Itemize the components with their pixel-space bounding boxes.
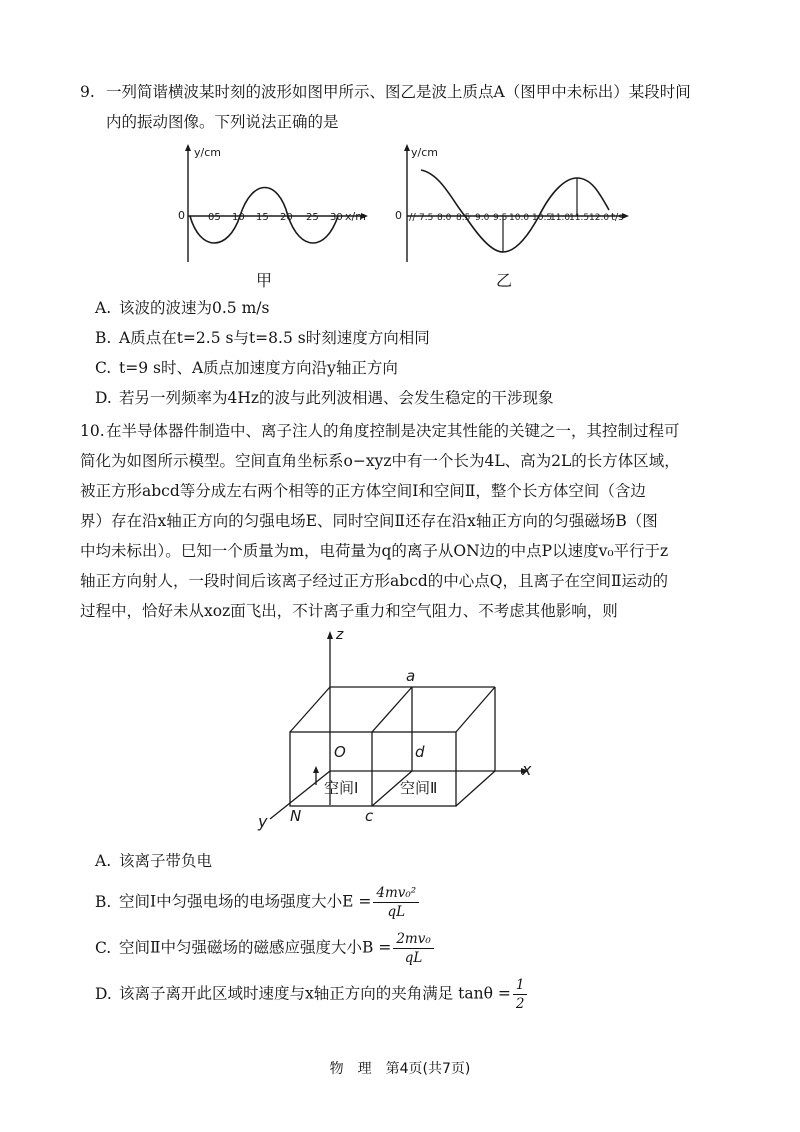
fraction-denominator: qL bbox=[387, 904, 406, 920]
yi-origin: 0 bbox=[395, 209, 402, 222]
point-n-label: N bbox=[290, 807, 302, 825]
option-letter: C. bbox=[95, 938, 112, 957]
point-a-label: a bbox=[406, 667, 416, 685]
fraction-denominator: qL bbox=[404, 950, 423, 966]
q10-option-a[interactable] bbox=[95, 849, 212, 873]
stem-line-4: 界）存在沿x轴正方向的匀强电场E、同时空间Ⅱ还存在沿x轴正方向的匀强磁场B（图 bbox=[80, 512, 658, 530]
q10-option-c[interactable] bbox=[95, 930, 434, 967]
jia-ylabel: y/cm bbox=[194, 146, 221, 159]
figure-yi-caption: 乙 bbox=[496, 271, 513, 290]
yi-vibration-curve bbox=[421, 170, 609, 252]
space-1-label: 空间Ⅰ bbox=[324, 779, 359, 797]
q10-option-b[interactable] bbox=[95, 884, 419, 921]
fraction-numerator: 1 bbox=[513, 976, 528, 995]
option-letter: C. bbox=[95, 359, 112, 377]
figure-jia-caption: 甲 bbox=[256, 271, 273, 290]
option-letter: A. bbox=[95, 852, 112, 870]
stem-line-1: 一列简谐横波某时刻的波形如图甲所示、图乙是波上质点A（图甲中未标出）某段时间 bbox=[106, 83, 691, 101]
point-d-label: d bbox=[415, 743, 425, 761]
yi-tick-1: 8.0 bbox=[437, 213, 452, 223]
fraction bbox=[373, 884, 419, 921]
question-9-stem bbox=[80, 77, 730, 137]
option-text: 该离子离开此区域时速度与x轴正方向的夹角满足 tanθ = bbox=[119, 984, 511, 1003]
question-number: 10. bbox=[80, 422, 105, 440]
jia-tick-2: 15 bbox=[256, 212, 269, 223]
jia-xlabel: x/m bbox=[345, 210, 366, 223]
option-text: 该波的波速为0.5 m/s bbox=[119, 299, 270, 317]
yi-ylabel: y/cm bbox=[411, 146, 438, 159]
stem-line-5: 中均未标出）。巳知一个质量为m，电荷量为q的离子从ON边的中点P以速度v₀平行于z bbox=[80, 542, 669, 560]
y-axis-label: y bbox=[258, 812, 268, 831]
yi-tick-5: 10.0 bbox=[509, 213, 530, 223]
figure-yi-vibration-graph bbox=[395, 140, 635, 270]
option-text: t=9 s时、A质点加速度方向沿y轴正方向 bbox=[119, 359, 398, 377]
q9-option-b[interactable] bbox=[95, 326, 430, 350]
jia-tick-3: 20 bbox=[280, 212, 293, 223]
yi-tick-6: 10.5 bbox=[532, 213, 553, 223]
yi-tick-0: 7.5 bbox=[419, 213, 434, 223]
stem-line-2: 简化为如图所示模型。空间直角坐标系o−xyz中有一个长为4L、高为2L的长方体区域， bbox=[80, 452, 680, 470]
q9-option-d[interactable] bbox=[95, 386, 554, 410]
option-letter: D. bbox=[95, 389, 112, 407]
q9-option-c[interactable] bbox=[95, 356, 398, 380]
stem-line-1: 在半导体器件制造中、离子注人的角度控制是决定其性能的关键之一，其控制过程可 bbox=[106, 422, 680, 440]
option-text: A质点在t=2.5 s与t=8.5 s时刻速度方向相同 bbox=[119, 329, 430, 347]
point-o-label: O bbox=[334, 743, 346, 761]
yi-tick-8: 11.5 bbox=[569, 213, 590, 223]
fraction-denominator: 2 bbox=[515, 996, 525, 1012]
figure-jia-wave-graph bbox=[170, 140, 370, 270]
option-letter: B. bbox=[95, 892, 112, 911]
stem-line-7: 过程中，恰好未从xoz面飞出，不计离子重力和空气阻力、不考虑其他影响，则 bbox=[80, 602, 618, 620]
jia-origin: 0 bbox=[178, 209, 185, 222]
question-10-stem bbox=[80, 416, 730, 626]
axis-break-icon: // bbox=[409, 212, 416, 223]
figure-cuboid-region bbox=[240, 625, 550, 845]
point-c-label: c bbox=[365, 807, 374, 825]
option-text: 若另一列频率为4Hz的波与此列波相遇、会发生稳定的干涉现象 bbox=[119, 389, 554, 407]
fraction bbox=[393, 930, 433, 967]
space-2-label: 空间Ⅱ bbox=[400, 779, 438, 797]
stem-line-2: 内的振动图像。下列说法正确的是 bbox=[106, 113, 339, 131]
q9-option-a[interactable] bbox=[95, 296, 269, 320]
jia-tick-5: 30 bbox=[330, 212, 343, 223]
fraction-numerator: 2mv₀ bbox=[393, 930, 433, 949]
option-letter: D. bbox=[95, 984, 112, 1003]
yi-tick-3: 9.0 bbox=[475, 213, 490, 223]
yi-xlabel: t/s bbox=[611, 212, 624, 223]
q10-option-d[interactable] bbox=[95, 976, 527, 1013]
option-text: 空间Ⅱ中匀强磁场的磁感应强度大小B = bbox=[119, 938, 392, 957]
yi-tick-2: 8.5 bbox=[456, 213, 471, 223]
option-letter: A. bbox=[95, 299, 112, 317]
fraction-numerator: 4mv₀² bbox=[373, 884, 419, 903]
option-text: 空间Ⅰ中匀强电场的电场强度大小E = bbox=[119, 892, 372, 911]
z-axis-label: z bbox=[336, 627, 344, 643]
stem-line-6: 轴正方向射人，一段时间后该离子经过正方形abcd的中心点Q，且离子在空间Ⅱ运动的 bbox=[80, 572, 669, 590]
yi-tick-7: 11.0 bbox=[550, 213, 571, 223]
question-number: 9. bbox=[80, 83, 95, 101]
option-text: 该离子带负电 bbox=[119, 852, 213, 870]
jia-tick-1: 10 bbox=[232, 212, 245, 223]
jia-tick-0: 05 bbox=[208, 212, 221, 223]
yi-tick-9: 12.0 bbox=[589, 213, 610, 223]
yi-tick-4: 9.5 bbox=[493, 213, 508, 223]
x-axis-label: x bbox=[522, 760, 532, 779]
jia-tick-4: 25 bbox=[306, 212, 319, 223]
fraction bbox=[513, 976, 528, 1013]
stem-line-3: 被正方形abcd等分成左右两个相等的正方体空间Ⅰ和空间Ⅱ，整个长方体空间（含边 bbox=[80, 482, 646, 500]
option-letter: B. bbox=[95, 329, 112, 347]
page-footer: 物 理 第4页(共7页) bbox=[329, 1061, 471, 1077]
